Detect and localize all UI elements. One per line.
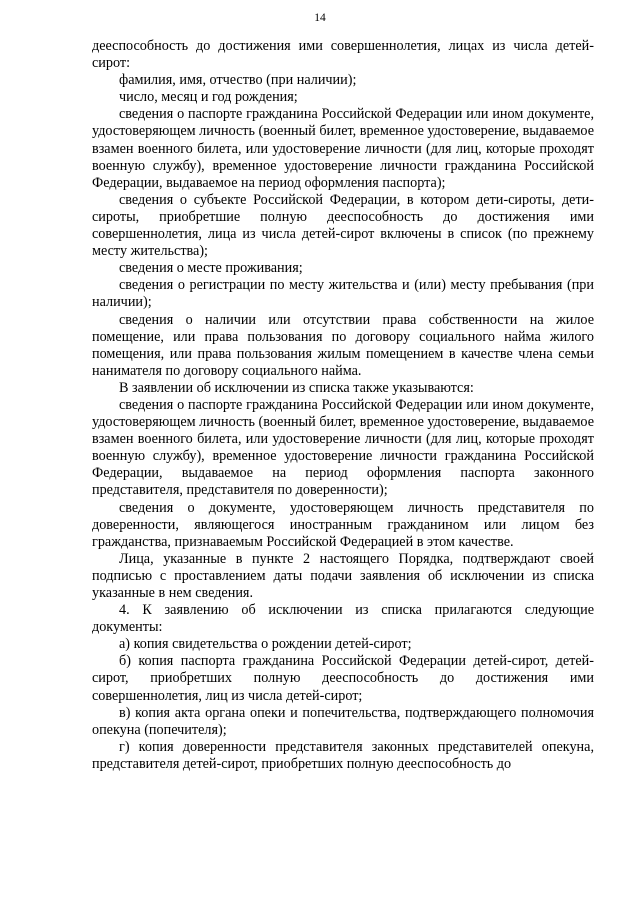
paragraph-property-rights: сведения о наличии или отсутствии права собственности на жилое помещение, или права пользования по договору социального найма жилого помещения, или права пользования жилым помещением в качестве члена семьи нанимателя по договору социального найма. [92,311,594,379]
paragraph-foreign-representative: сведения о документе, удостоверяющем личность представителя по доверенности, являющегося иностранным гражданином или лицом без гражданства, признаваемым Российской Федерацией в этом качестве. [92,499,594,550]
paragraph-representative-passport: сведения о паспорте гражданина Российской Федерации или ином документе, удостоверяющем личность (военный билет, временное удостоверение, выдаваемое взамен военного билета, или удостоверение личности (для лиц, которые проходят военную службу), временное удостоверение личности гражданина Российской Федерации, выдаваемое на период оформления паспорта законного представителя, представителя по доверенности); [92,396,594,499]
paragraph-signature-confirmation: Лица, указанные в пункте 2 настоящего Порядка, подтверждают своей подписью с проставлением даты подачи заявления об исключении из списка указанные в нем сведения. [92,550,594,601]
paragraph-continuation: дееспособность до достижения ими совершеннолетия, лицах из числа детей-сирот: [92,38,594,72]
page-number: 14 [314,12,326,24]
paragraph-section-4: 4. К заявлению об исключении из списка прилагаются следующие документы: [92,602,594,636]
paragraph-passport-info: сведения о паспорте гражданина Российской Федерации или ином документе, удостоверяющем личность (военный билет, временное удостоверение, выдаваемое взамен военного билета, или удостоверение личности (для лиц, которые проходят военную службу), временное удостоверение личности гражданина Российской Федерации, выдаваемое на период оформления паспорта); [92,106,594,191]
paragraph-residence: сведения о месте проживания; [119,260,303,277]
list-item-v: в) копия акта органа опеки и попечительства, подтверждающего полномочия опекуна (попечителя); [92,704,594,738]
list-item-g: г) копия доверенности представителя законных представителей опекуна, представителя детей-сирот, приобретших полную дееспособность до [92,738,594,772]
list-item-a: а) копия свидетельства о рождении детей-сирот; [119,636,412,653]
paragraph-registration: сведения о регистрации по месту жительства и (или) месту пребывания (при наличии); [92,277,594,311]
paragraph-federal-subject: сведения о субъекте Российской Федерации, в котором дети-сироты, дети-сироты, приобретшие полную дееспособность до достижения ими совершеннолетия, лица из числа детей-сирот включены в список (по прежнему месту жительства); [92,191,594,260]
paragraph-exclusion-intro: В заявлении об исключении из списка также указываются: [119,379,474,396]
document-body [92,38,594,773]
paragraph-full-name: фамилия, имя, отчество (при наличии); [119,72,357,89]
paragraph-birth-date: число, месяц и год рождения; [119,89,298,106]
list-item-b: б) копия паспорта гражданина Российской Федерации детей-сирот, детей-сирот, приобретших полную дееспособность до достижения ими совершеннолетия, лиц из числа детей-сирот; [92,653,594,704]
